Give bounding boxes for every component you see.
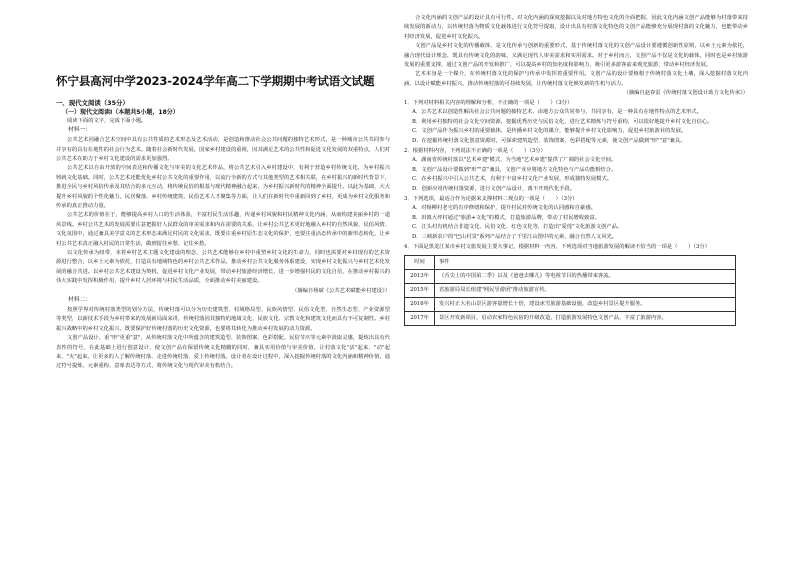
instruction-text: 阅读下面的文字，完成下面小题。	[67, 118, 147, 124]
material-2-paragraph: 文创产品设计，重"形"更重"意"，从传统村落文化中所蕴含的建筑造型、装饰图案、色彩搭配、民俗节庆等元素中汲取灵感，提炼出具有代表性的符号，在此基础上进行创意设计，使文创产品在保留传统文化精髓的同时，兼具实用价值与审美价值，让村落文化"活"起来、"动"起来、"火"起来，让更多的人了解传统村落、走进传统村落、爱上传统村落。设计者在设计过程中，深入挖掘传统村落的文化内涵和精神价值，通过符号提炼、元素重构、意象表达等方式，将传统文化与现代审美有机结合。	[56, 335, 390, 370]
table-header-row	[405, 256, 736, 270]
question-2-option: A．湖南省传统村落以"艺术乡建"模式，为当地"艺术乡建"提供了广阔的社会文化空间。	[412, 157, 617, 164]
material-1-source: （摘编自杨斌《公共艺术赋能乡村建设》）	[292, 287, 390, 294]
question-2-option: D．创新应用传统村落资源，进行文创产品设计，离不开现代化手段。	[412, 186, 576, 192]
table-row	[405, 270, 736, 284]
question-2-option: C．在乡村振兴中引入公共艺术，有利于丰富乡村文化产业发展，形成独特发展模式。	[412, 176, 613, 183]
question-2-stem: 2．根据材料内容，下列说法不正确的一项是（ ）（3分）	[404, 147, 546, 154]
question-3-stem: 3．下列选项，最适合作为论据来支撑材料二观点的一项是（ ）（3分）	[404, 195, 578, 202]
table-cell-event: 《舌尖上的中国第二季》以及《爸爸去哪儿》等电视节目的热播带来客流。	[435, 270, 736, 284]
question-1-option: A．公共艺术以创造性解决社会公共问题的独特艺术，由地方公众共同参与，共同享有，是一种具有在地性特点的艺术形式。	[412, 109, 702, 116]
question-1-option: B．利用乡村独特的社会文化空间资源，挖掘优秀历史与民俗文化，进行艺术精炼与符号重构，可以很好地提升乡村文化自信心。	[412, 118, 713, 125]
right-column	[404, 14, 748, 554]
question-3-option: D．三峡新农户的"巴山村景"系列产品结合了千里江山图中的元素，融合自然人文风光。	[412, 233, 618, 240]
question-1-option: C．文创产品作为振兴乡村的重要载体，是传播乡村文化的媒介，能够提升乡村文化影响力，促进乡村旅游业的发展。	[412, 128, 687, 135]
left-column	[56, 14, 390, 554]
table-row	[405, 312, 736, 326]
table-row	[405, 284, 736, 298]
table-cell-year: 2015年	[405, 284, 435, 298]
table-header-cell: 事件	[435, 256, 736, 270]
material-2-label: 材料二：	[68, 297, 92, 304]
material-1-paragraph: 公共艺术的价值在于，能够提高乡村人口的生活体验，丰富村民生活乐趣，传递乡村风貌和村民精神文化内涵，从而构建美丽乡村的一道风景线。乡村公共艺术的发展需要注意把握好人民群众的审美需求和内在需要的关系，让乡村公共艺术更好地融入乡村的自然风貌、民俗风情、文化氛围中，通过兼具美学意义的艺术形态来满足村民的文化需求，既要注重乡村原生态文化的保护，也要注重活态传承中的新形态转化，让乡村公共艺术真正融入村民的日常生活，做到留住乡愁、记住乡愁。	[56, 212, 390, 247]
material-2-paragraph: 按照学界对传统村落类型的划分方法，传统村落可以分为历史建筑型、村域格局型、民族风情型、民俗文化型、自然生态型、产业资源型等类型，以新技术手段为乡村带来的发展新局面来讲，传统村落因其独特的地域文化、民族文化、宗教文化和建筑文化而具有不可复制性。乡村振兴战略中的乡村文化振兴，既要保护好传统村落的历史文化资源，也要将其转化为推动乡村发展的动力资源。	[56, 306, 390, 332]
table-cell-event: 发兴村正大名山景区游客量增长十倍，建设冰雪旅游基础设施，改造乡村景区提升服务。	[435, 298, 736, 312]
question-2-option: B．文创产品设计要做到"形""意"兼具，文创产业应将地方文化特色与产品功能相结合。	[412, 166, 617, 173]
question-1-option: D．在挖掘传统村落文化创意资源时，可探索建筑造型、装饰图案、色彩搭配等元素，使文创产品做到"形""意"兼具。	[412, 138, 686, 145]
question-4-stem: 4．下面是黑龙江某市乡村文旅发展主要大事记，根据材料一内容，下列选项对当地旅游发展的解读不恰当的一项是（ ）（3分）	[404, 243, 711, 250]
events-table	[404, 255, 736, 326]
material-1-paragraph: 公共艺术以自由开放的空间表达和传播文化与审美的文化艺术作品，将公共艺术引入乡村建设中，有利于营造乡村传统文化，为乡村振兴铸就文化基础。同时，公共艺术还能优化乡村公共文化的重要作用，以流行全新的方式与其他类型的艺术相关联，在乡村振兴的新时代背景下，推进全民与乡村风俗传承及其结合的多元互动，将传统民俗的根基与现代精神融合起来，为乡村振兴新时代的精神全面提升。以此为基础，大大提升乡村风貌的个性化魅力，民居聚落、乡村传统建筑、民俗艺术人才聚集等方面，让人们在新时代中重新回到了乡村，更成为乡村文化服务和传承的真正推动力量。	[56, 165, 390, 210]
material-2-continued: 艺术本身是一个媒介，在传统村落文化的保护与传承中发挥着重要作用。文创产品的设计要植根于传统村落文化土壤，深入挖掘村落文化内涵，以设计赋能乡村振兴，推动传统村落的可持续发展，让传统村落文化焕发新的生机与活力。	[404, 71, 748, 87]
question-3-option: C．江头村有机结合非遗文化、民俗文化、红色文化等，打造出"爱莲"文化旅游文创产品。	[412, 224, 623, 231]
section-heading: 一、现代文阅读（35分）	[56, 99, 129, 107]
table-cell-event: 景区开发新项目，启动农家特色民宿的升级改造，打造旅游发展特色文创产品，丰富了旅游内容。	[435, 312, 736, 326]
material-1-paragraph: 以文化传承为纽带，本着乡村艺术主题文化建设的理念，公共艺术能够在乡村中重塑乡村文化的生命力，同时也需要对乡村现有的艺术资源进行整合，以乡土元素为依托，打造具有地域特色的乡村公共艺术作品，推动乡村公共文化服务体系建设，实现乡村文化振兴与乡村艺术化发展的融合共进。以乡村公共艺术建设为契机，促进乡村文化产业发展，带动乡村旅游经济增长，进一步增强村民的文化自信，在推动乡村振兴的伟大实践中发挥积极作用，提升乡村人居环境与村民生活品质，全面推动乡村美丽建设。	[56, 250, 390, 285]
table-cell-year: 2013年	[405, 270, 435, 284]
question-1-stem: 1．下列对材料相关内容的理解和分析，不正确的一项是（ ）（3分）	[404, 99, 573, 106]
subsection-heading: （一）现代文阅读Ⅰ（本题共5小题，18分）	[62, 109, 179, 116]
table-cell-event: 省旅游局局长组建"网民导游团"推动旅游宣传。	[435, 284, 736, 298]
material-2-continued: 合文化内涵的文创产品的设计具有可行性。对文化内涵的深度挖掘以及对地方特色文化的全面把握，因此文化内涵文创产品能够为村落带来持续发展的新动力，以传统村落为物质文化载体进行文化符号提取，设计出具有村落文化特色的文创产品能够充分展现村落的文化魅力，也能带动乡村经济发展，促进乡村文化振兴。	[404, 15, 748, 40]
question-3-option: B．田镇大坪村通过"旅游+文化"的模式，打造旅游品牌，带动了村民增收致富。	[412, 214, 601, 221]
table-header-cell: 时间	[405, 256, 435, 270]
table-row	[405, 298, 736, 312]
table-cell-year: 2016年	[405, 298, 435, 312]
question-3-option: A．对杨柳村老宅的有序修缮和保护，提升村民对传统文化的认同感和自豪感。	[412, 205, 596, 212]
material-2-source: （摘编自赵春雷《传统村落文创设计助力文化传承》）	[623, 90, 748, 97]
exam-title: 怀宁县高河中学2023-2024学年高二下学期期中考试语文试题	[56, 74, 375, 88]
table-cell-year: 2017年	[405, 312, 435, 326]
material-1-label: 材料一：	[68, 127, 92, 134]
material-2-continued: 文创产品是乡村文化的传播载体，是文化传承与创新的重要形式，基于传统村落文化的文创产品设计要遵循创新性原则，以乡土元素为依托，融合现代设计理念，既具有传统文化的韵味，又满足现代人审美需求和实用需求。对于乡村而言，文创产品不仅是文化的载体，同时也是乡村旅游发展的重要支撑，通过文创产品的开发和推广，可以提高乡村的知名度和影响力，吸引更多游客前来观光旅游，带动乡村经济发展。	[404, 43, 748, 69]
material-1-paragraph: 公共艺术因融合艺术空间中具有公共性质的艺术形态及艺术活动，是创造和推动社会公共问题的独特艺术形式，是一种城市公共共同参与并享有的具有在地性的社会行为艺术。随着社会新时代发展，国家乡村建设的重视，因其满足艺术的公共性和促进文化发展的双重特点，人们对公共艺术在助力于乡村文化建设的需求更加强烈。	[56, 137, 390, 163]
